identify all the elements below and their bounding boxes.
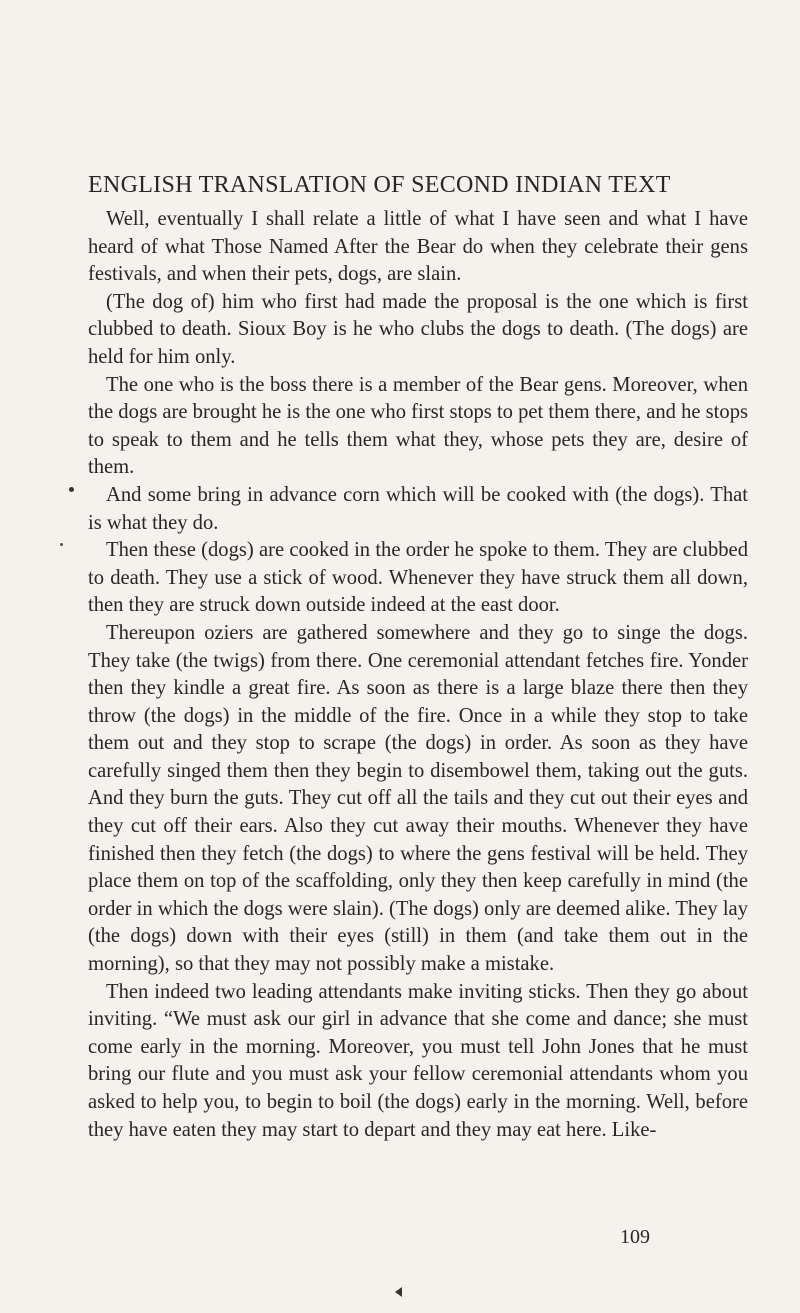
body-text [88,206,748,1144]
paragraph: Then these (dogs) are cooked in the order he spoke to them. They are clubbed to death. They use a stick of wood. Whenever they have struck them all down, then they are struck down outside indeed at the east door. [88,539,748,617]
paragraph: The one who is the boss there is a member of the Bear gens. Moreover, when the dogs are brought he is the one who first stops to pet them there, and he stops to speak to them and he tells them what they, whose pets they are, desire of them. [88,373,749,479]
page-heading: ENGLISH TRANSLATION OF SECOND INDIAN TEXT [88,172,671,198]
margin-tick-mark [60,543,63,546]
paragraph: Then indeed two leading attendants make inviting sticks. Then they go about inviting. “We must ask our girl in advance that she come and dance; she must come early in the morning. Moreover, you must tell John Jones that he must bring our flute and you must ask your fellow ceremonial attendants whom you asked to help you, to begin to boil (the dogs) early in the morning. Well, before they have eaten they may start to depart and they may eat here. Like- [88,980,748,1141]
page-number: 109 [620,1226,650,1248]
paragraph: Thereupon oziers are gathered somewhere and they go to singe the dogs. They take (the twigs) from there. One ceremonial attendant fetches fire. Yonder then they kindle a great fire. As soon as there is a large blaze there then they throw (the dogs) in the middle of the fire. Once in a while they stop to take them out and they stop to scrape (the dogs) in order. As soon as they have carefully singed them then they begin to disembowel them, taking out the guts. And they burn the guts. They cut off all the tails and they cut out their eyes and they cut off their ears. Also they cut away their mouths. Whenever they have finished then they fetch (the dogs) to where the gens festival will be held. They place them on top of the scaffolding, only they then keep carefully in mind (the order in which the dogs were slain). (The dogs) only are deemed alike. They lay (the dogs) down with their eyes (still) in them (and take them out in the morning), so that they may not possibly make a mistake. [88,621,748,976]
paragraph: And some bring in advance corn which will be cooked with (the dogs). That is what they do. [88,483,748,534]
paragraph: (The dog of) him who first had made the proposal is the one which is first clubbed to death. Sioux Boy is he who clubs the dogs to death. (The dogs) are held for him only. [88,290,748,368]
footer-arrow-mark [395,1287,402,1297]
paragraph: Well, eventually I shall relate a little of what I have seen and what I have heard of what Those Named After the Bear do when they celebrate their gens festivals, and when their pets, dogs, are slain. [88,208,748,286]
margin-dot-mark [69,487,74,492]
